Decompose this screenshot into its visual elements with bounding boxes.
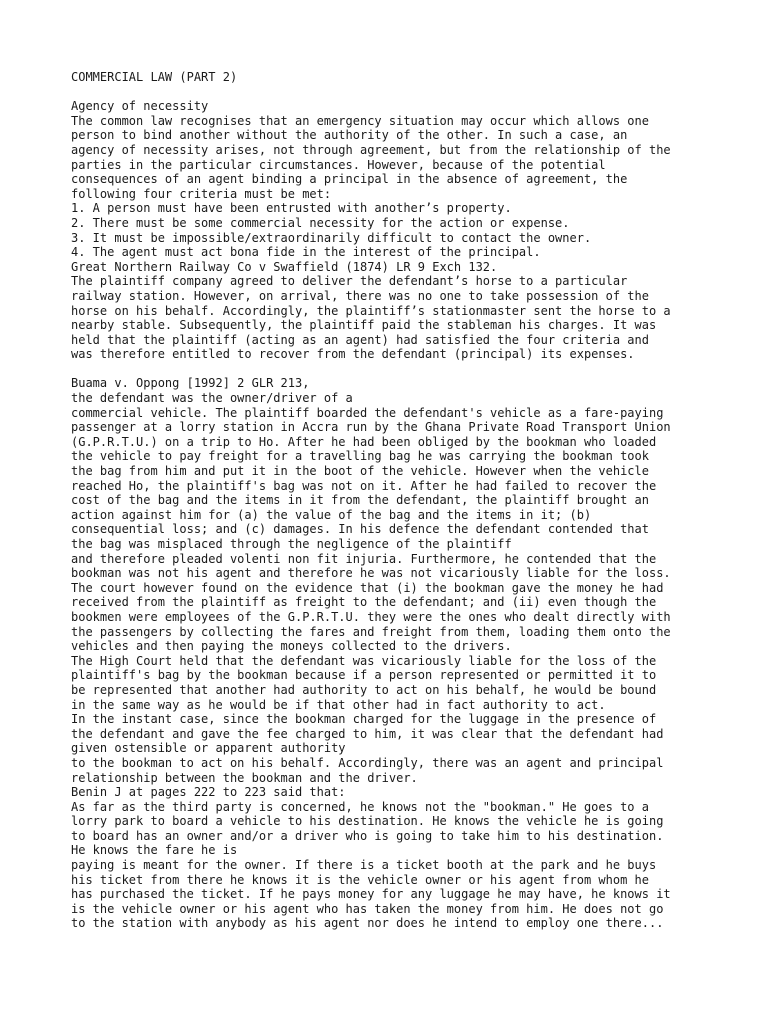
text-line: vehicles and then paying the moneys collected to the drivers.	[71, 639, 512, 654]
text-line: be represented that another had authority to act on his behalf, he would be bound	[71, 682, 657, 697]
quote-line: to board has an owner and/or a driver who is going to take him to his destination.	[71, 828, 664, 843]
text-line: given ostensible or apparent authority	[71, 741, 346, 756]
quote-line: to the station with anybody as his agent nor does he intend to employ one there...	[71, 916, 664, 931]
text-line: horse on his behalf. Accordingly, the plaintiff’s stationmaster sent the horse to a	[71, 303, 671, 318]
text-line: In the instant case, since the bookman charged for the luggage in the presence of	[71, 712, 657, 727]
text-line: commercial vehicle. The plaintiff boarded the defendant's vehicle as a fare-paying	[71, 405, 664, 420]
text-line: The court however found on the evidence that (i) the bookman gave the money he had	[71, 580, 664, 595]
text-line: person to bind another without the authority of the other. In such a case, an	[71, 128, 628, 143]
criteria-item-2: 2. There must be some commercial necessity for the action or expense.	[71, 215, 570, 230]
text-line: railway station. However, on arrival, there was no one to take possession of the	[71, 288, 649, 303]
text-line: nearby stable. Subsequently, the plaintiff paid the stableman his charges. It was	[71, 318, 657, 333]
text-line: plaintiff's bag by the bookman because if a person represented or permitted it to	[71, 668, 657, 683]
case-citation-great-northern-railway: Great Northern Railway Co v Swaffield (1874) LR 9 Exch 132.	[71, 259, 498, 274]
text-line: the passengers by collecting the fares and freight from them, loading them onto the	[71, 624, 671, 639]
criteria-item-1: 1. A person must have been entrusted with another’s property.	[71, 201, 512, 216]
quote-attribution-benin-j: Benin J at pages 222 to 223 said that:	[71, 785, 346, 800]
text-line: consequences of an agent binding a principal in the absence of agreement, the	[71, 172, 628, 187]
text-line: in the same way as he would be if that other had in fact authority to act.	[71, 697, 606, 712]
criteria-item-4: 4. The agent must act bona fide in the interest of the principal.	[71, 245, 541, 260]
text-line: The plaintiff company agreed to deliver the defendant’s horse to a particular	[71, 274, 628, 289]
case-citation-buama-v-oppong: Buama v. Oppong [1992] 2 GLR 213,	[71, 376, 310, 391]
section-heading-agency-of-necessity: Agency of necessity	[71, 99, 209, 114]
text-line: the vehicle to pay freight for a travelling bag he was carrying the bookman took	[71, 449, 649, 464]
text-line: passenger at a lorry station in Accra run by the Ghana Private Road Transport Union	[71, 420, 671, 435]
text-line: (G.P.R.T.U.) on a trip to Ho. After he had been obliged by the bookman who loaded	[71, 434, 657, 449]
text-line: following four criteria must be met:	[71, 186, 332, 201]
text-line: was therefore entitled to recover from the defendant (principal) its expenses.	[71, 347, 635, 362]
text-line: cost of the bag and the items in it from the defendant, the plaintiff brought an	[71, 493, 649, 508]
text-line: consequential loss; and (c) damages. In his defence the defendant contended that	[71, 522, 649, 537]
quote-line: is the vehicle owner or his agent who has taken the money from him. He does not go	[71, 901, 664, 916]
text-line: the defendant was the owner/driver of a	[71, 391, 353, 406]
quote-line: lorry park to board a vehicle to his destination. He knows the vehicle he is going	[71, 814, 664, 829]
quote-line: He knows the fare he is	[71, 843, 238, 858]
quote-line: As far as the third party is concerned, he knows not the "bookman." He goes to a	[71, 799, 649, 814]
text-line: to the bookman to act on his behalf. Accordingly, there was an agent and principal	[71, 755, 664, 770]
text-line: The common law recognises that an emergency situation may occur which allows one	[71, 113, 649, 128]
blank-line	[71, 362, 711, 377]
quote-line: has purchased the ticket. If he pays money for any luggage he may have, he knows it	[71, 887, 671, 902]
text-line: the bag from him and put it in the boot of the vehicle. However when the vehicle	[71, 464, 649, 479]
text-line: held that the plaintiff (acting as an agent) had satisfied the four criteria and	[71, 332, 649, 347]
text-line: action against him for (a) the value of the bag and the items in it; (b)	[71, 507, 592, 522]
text-line: The High Court held that the defendant was vicariously liable for the loss of the	[71, 653, 657, 668]
text-line: relationship between the bookman and the driver.	[71, 770, 418, 785]
text-line: parties in the particular circumstances. However, because of the potential	[71, 157, 606, 172]
blank-line	[71, 85, 711, 100]
criteria-item-3: 3. It must be impossible/extraordinarily difficult to contact the owner.	[71, 230, 592, 245]
text-line: bookman was not his agent and therefore he was not vicariously liable for the loss.	[71, 566, 671, 581]
quote-line: paying is meant for the owner. If there is a ticket booth at the park and he buys	[71, 858, 657, 873]
text-line: agency of necessity arises, not through agreement, but from the relationship of the	[71, 142, 671, 157]
text-line: and therefore pleaded volenti non fit injuria. Furthermore, he contended that the	[71, 551, 657, 566]
quote-line: his ticket from there he knows it is the vehicle owner or his agent from whom he	[71, 872, 649, 887]
document-body	[71, 70, 711, 931]
text-line: the defendant and gave the fee charged to him, it was clear that the defendant had	[71, 726, 664, 741]
text-line: reached Ho, the plaintiff's bag was not on it. After he had failed to recover the	[71, 478, 657, 493]
document-title: COMMERCIAL LAW (PART 2)	[71, 70, 238, 84]
text-line: the bag was misplaced through the negligence of the plaintiff	[71, 537, 512, 551]
text-line: bookmen were employees of the G.P.R.T.U. they were the ones who dealt directly with	[71, 609, 671, 624]
text-line: received from the plaintiff as freight to the defendant; and (ii) even though the	[71, 595, 657, 610]
